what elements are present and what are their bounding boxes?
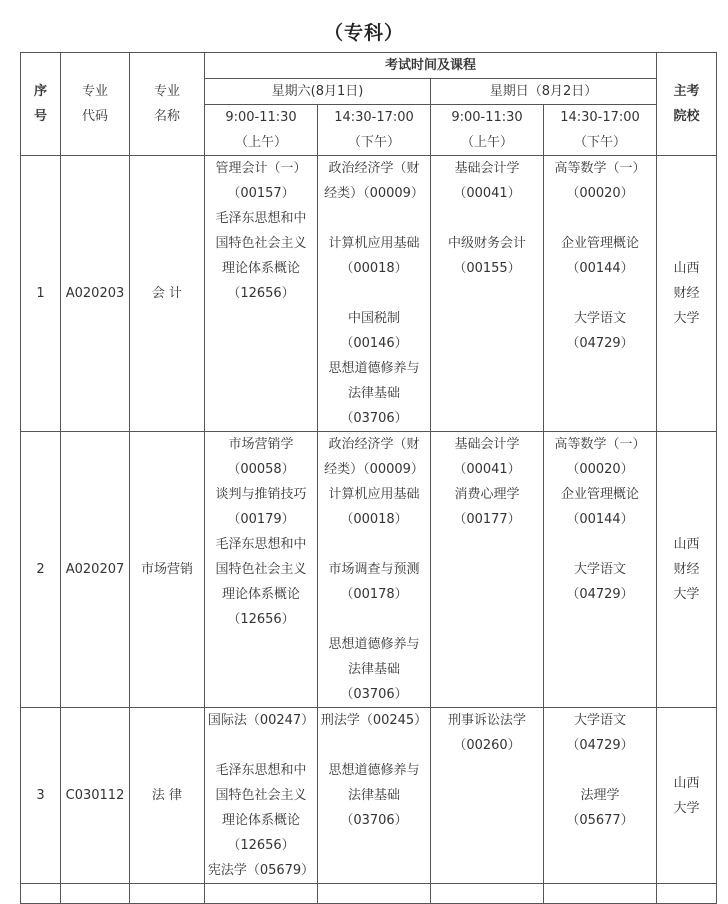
row-course-sun-pm [544,156,657,432]
table-row [21,432,717,708]
course-line: （04729） [566,587,634,602]
course-line: （00260） [453,738,521,753]
course-line: （00178） [340,587,408,602]
row-course-sun-pm [544,708,657,884]
course-line: （00179） [227,512,295,527]
course-line: 计算机应用基础 [328,236,420,251]
course-line: （12656） [227,612,295,627]
course-line: 理论体系概论 [221,587,300,602]
course-line: （03706） [340,411,408,426]
header-slot-1: 9:00-11:30 （上午） [205,105,318,156]
table-row-partial [21,884,717,904]
header-slot-3: 9:00-11:30 （上午） [431,105,544,156]
header-name: 专业 名称 [130,53,205,156]
course-line: （05677） [566,813,634,828]
course-line [431,206,543,231]
course-line: （00157） [227,186,295,201]
course-line [544,532,656,557]
course-line: 中国税制 [347,311,400,326]
row-name: 市场营销 [130,432,205,708]
course-line: （00144） [566,512,634,527]
row-school [657,708,717,884]
table-row [21,156,717,432]
header-exam-time: 考试时间及课程 [205,53,657,79]
course-line: 经类）（00009） [324,462,424,477]
row-course-sat-pm [318,708,431,884]
course-line: 大学 [673,800,700,816]
row-code: A020207 [61,432,130,708]
course-line: 山西 [673,775,700,791]
course-line: 大学 [673,311,700,326]
course-line: 思想道德修养与 [328,637,420,652]
row-name: 法 律 [130,708,205,884]
course-line: 国特色社会主义 [215,562,307,577]
course-line: 谈判与推销技巧 [215,487,307,502]
course-line [205,733,317,758]
course-line: 刑法学（00245） [320,713,428,728]
course-line: 企业管理概论 [561,236,640,251]
course-line: 思想道德修养与 [328,763,420,778]
row-course-sat-pm [318,432,431,708]
header-code: 专业 代码 [61,53,130,156]
course-line: （04729） [566,738,634,753]
page-title: （专科） [323,22,404,44]
course-line: 消费心理学 [454,487,520,502]
table-row [21,708,717,884]
header-row-1 [21,53,717,79]
header-seq: 序 号 [21,53,61,156]
course-line: 财经 [673,562,700,577]
course-line [318,607,430,632]
row-course-sat-am [205,156,318,432]
header-school: 主考 院校 [657,53,717,156]
row-course-sun-am [431,156,544,432]
course-line: 政治经济学（财 [328,437,420,452]
course-line: （00018） [340,261,408,276]
row-school [657,432,717,708]
course-line: 理论体系概论 [221,261,300,276]
course-line: 法律基础 [347,386,400,401]
course-line: 大学 [673,587,700,602]
row-code: C030112 [61,708,130,884]
course-line: 基础会计学 [454,437,520,452]
course-line: 法理学 [580,788,620,803]
course-line: （00041） [453,462,521,477]
course-line: 国特色社会主义 [215,788,307,803]
course-line: 山西 [673,537,700,552]
course-line: （00041） [453,186,521,201]
course-line: （00020） [566,462,634,477]
course-line: （00018） [340,512,408,527]
course-line: 刑事诉讼法学 [447,713,526,728]
course-line: （00155） [453,261,521,276]
row-name: 会 计 [130,156,205,432]
course-line: 大学语文 [574,311,627,326]
row-seq: 2 [21,432,61,708]
course-line: （00146） [340,336,408,351]
course-line [318,733,430,758]
course-line: （00144） [566,261,634,276]
course-line: （03706） [340,687,408,702]
course-line [544,206,656,231]
row-school [657,156,717,432]
header-day2: 星期日（8月2日） [431,79,657,105]
header-slot-4: 14:30-17:00 （下午） [544,105,657,156]
course-line: 国特色社会主义 [215,236,307,251]
course-line: 宪法学（05679） [207,863,315,878]
course-line: 毛泽东思想和中 [215,763,307,778]
row-course-sat-am [205,708,318,884]
course-line: （00177） [453,512,521,527]
course-line: （12656） [227,838,295,853]
course-line: 毛泽东思想和中 [215,537,307,552]
course-line: 市场调查与预测 [328,562,420,577]
course-line: （00020） [566,186,634,201]
course-line: 理论体系概论 [221,813,300,828]
course-line: 计算机应用基础 [328,487,420,502]
course-line: 经类）（00009） [324,186,424,201]
course-line: 大学语文 [574,713,627,728]
course-line: 高等数学（一） [554,437,646,452]
row-seq: 1 [21,156,61,432]
row-course-sat-pm [318,156,431,432]
header-day1: 星期六(8月1日) [205,79,431,105]
course-line: 高等数学（一） [554,161,646,176]
course-line: 市场营销学 [228,437,294,452]
row-seq: 3 [21,708,61,884]
course-line: 财经 [673,286,700,301]
course-line [318,206,430,231]
row-course-sun-am [431,432,544,708]
row-course-sun-am [431,708,544,884]
course-line: 中级财务会计 [447,236,526,251]
course-line: 企业管理概论 [561,487,640,502]
course-line: 管理会计（一） [215,161,307,176]
course-line: 大学语文 [574,562,627,577]
course-line: 政治经济学（财 [328,161,420,176]
course-line: （04729） [566,336,634,351]
row-code: A020203 [61,156,130,432]
course-line: 思想道德修养与 [328,361,420,376]
course-line: 国际法（00247） [207,713,315,728]
course-line [544,758,656,783]
course-line: （03706） [340,813,408,828]
row-course-sat-am [205,432,318,708]
course-line: （00058） [227,462,295,477]
course-line: （12656） [227,286,295,301]
course-line: 法律基础 [347,662,400,677]
course-line: 毛泽东思想和中 [215,211,307,226]
row-course-sun-pm [544,432,657,708]
course-line [544,281,656,306]
course-line: 山西 [673,261,700,276]
exam-schedule-table [20,52,717,904]
header-slot-2: 14:30-17:00 （下午） [318,105,431,156]
course-line: 基础会计学 [454,161,520,176]
course-line [318,281,430,306]
course-line: 法律基础 [347,788,400,803]
course-line [318,532,430,557]
